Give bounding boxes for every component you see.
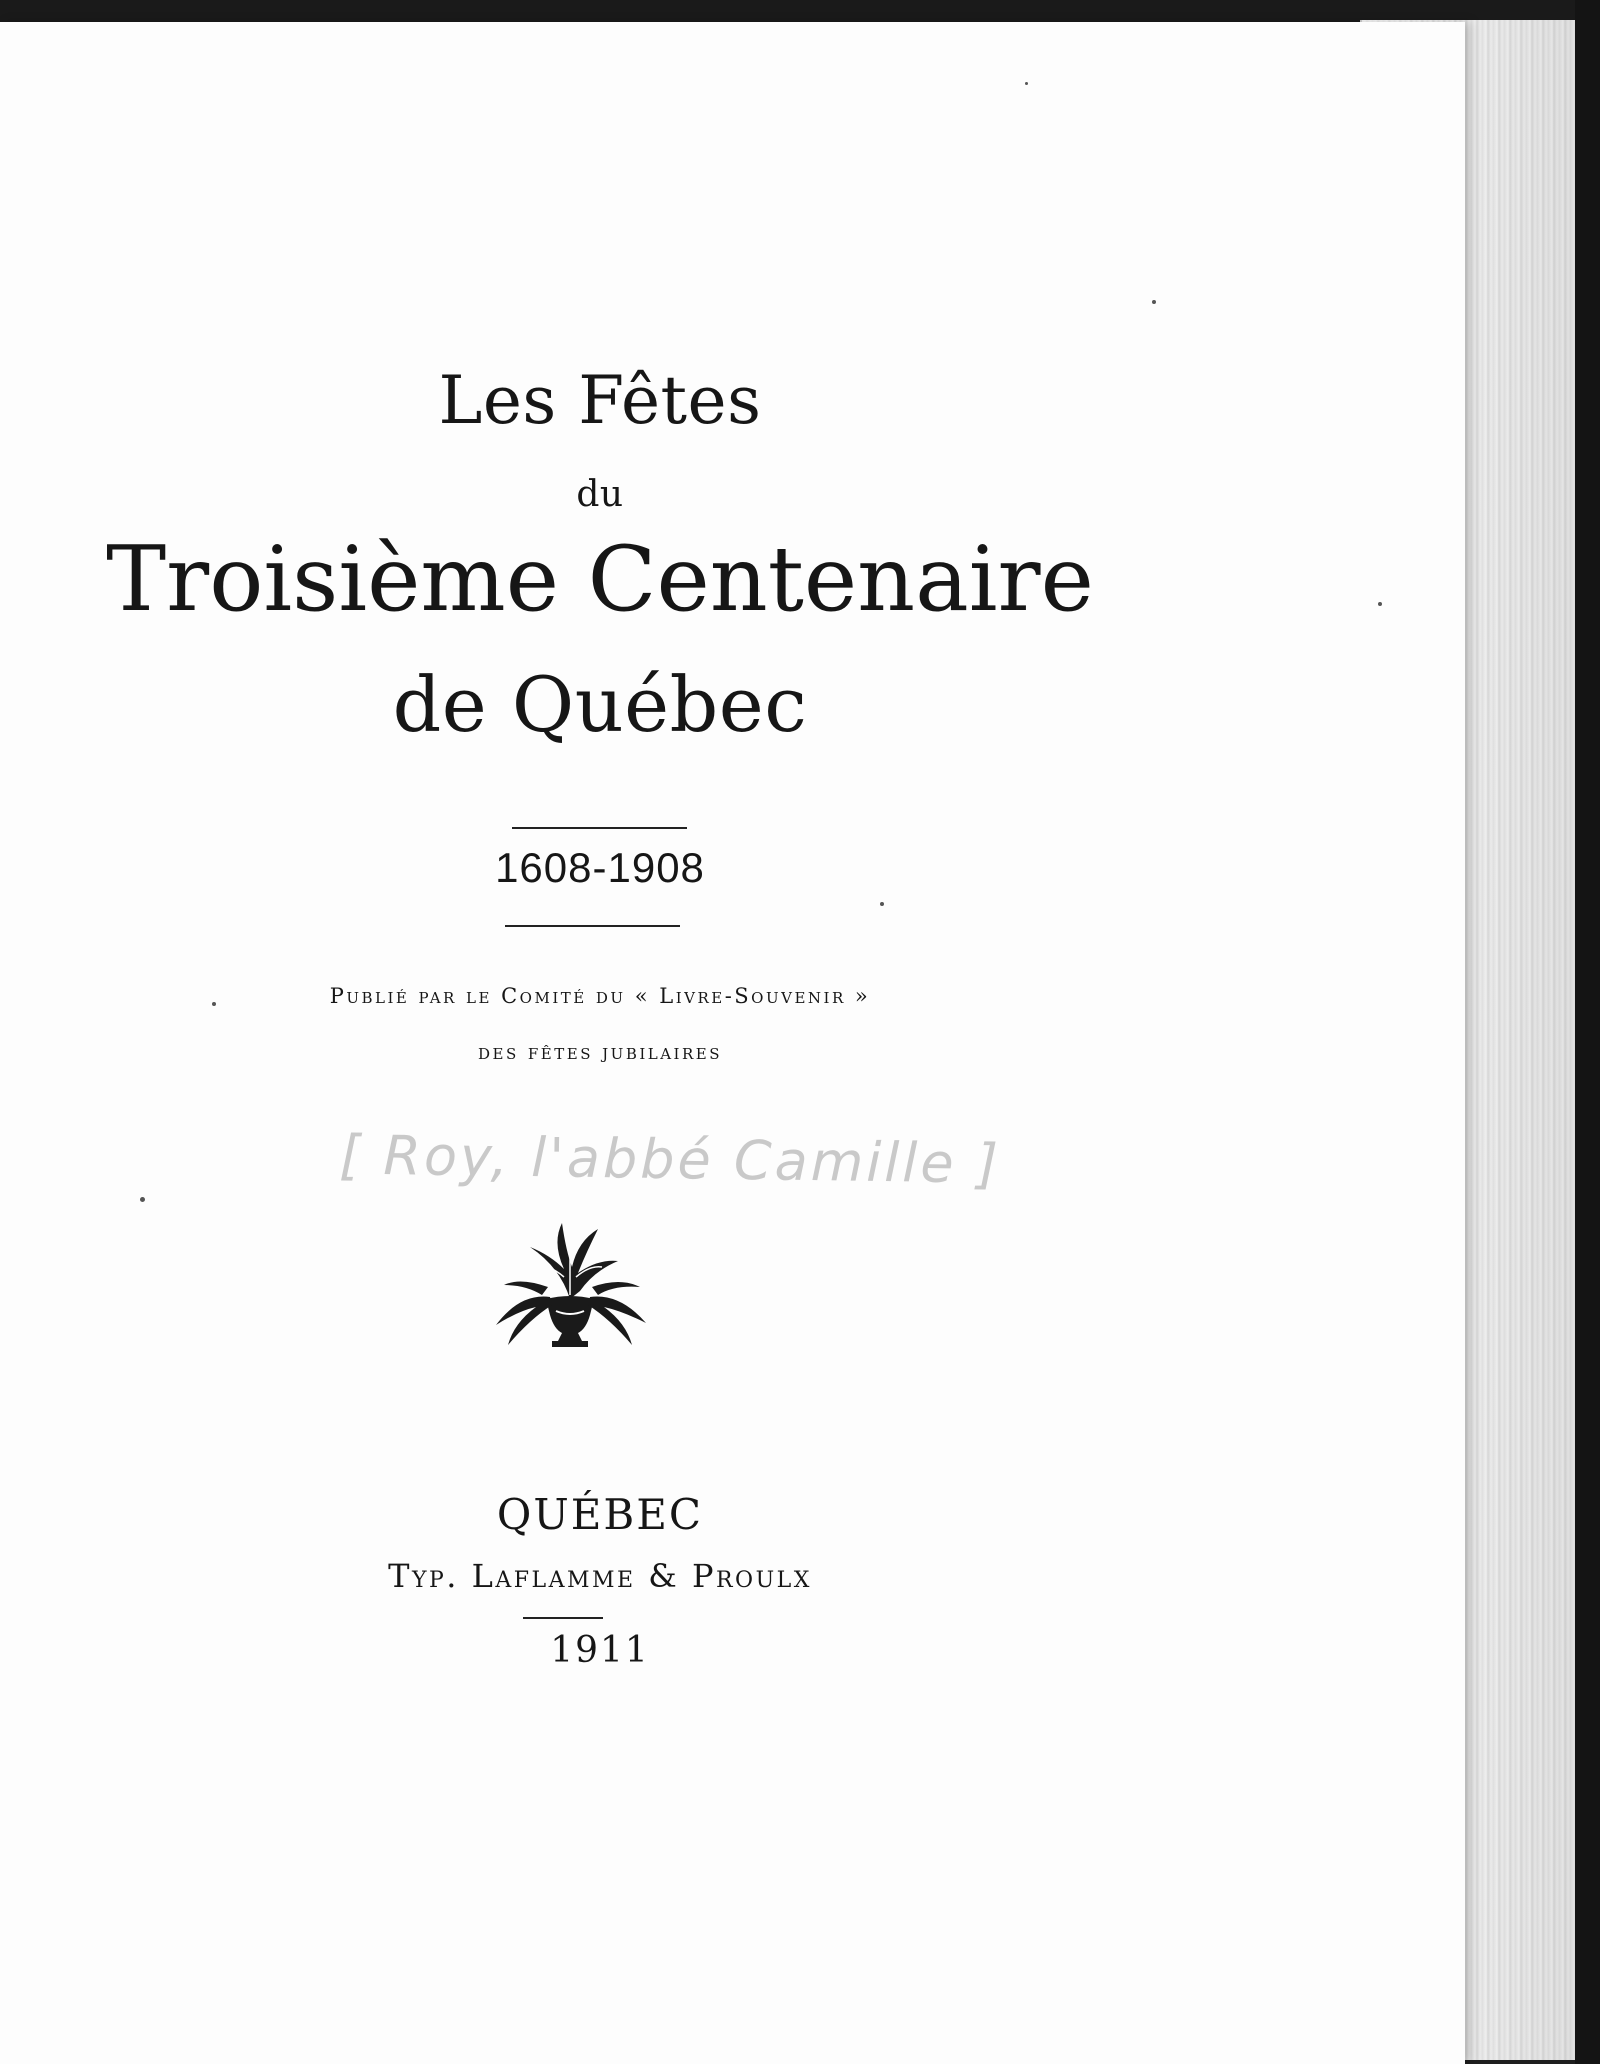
imprint-year: 1911 bbox=[550, 1630, 650, 1671]
imprint-divider-rule bbox=[523, 1617, 603, 1619]
imprint-city: QUÉBEC bbox=[496, 1490, 704, 1539]
title-line-4: de Québec bbox=[392, 660, 808, 749]
title-line-2: du bbox=[576, 474, 624, 515]
paper-speck bbox=[140, 1197, 145, 1202]
paper-speck bbox=[212, 1002, 216, 1006]
title-page bbox=[0, 22, 1465, 2064]
title-page-content bbox=[0, 22, 1200, 2064]
paper-speck bbox=[1152, 300, 1156, 304]
publisher-line-1: Publié par le Comité du « Livre-Souvenir » bbox=[329, 984, 871, 1008]
publisher-line-2: des fêtes jubilaires bbox=[477, 1040, 723, 1064]
title-line-3: Troisième Centenaire bbox=[106, 527, 1094, 632]
potted-plant-vignette-icon bbox=[490, 1207, 650, 1357]
handwritten-attribution: [ Roy, l'abbé Camille ] bbox=[338, 1123, 1002, 1196]
paper-speck bbox=[1025, 82, 1028, 85]
book-cover-right-edge bbox=[1575, 0, 1600, 2064]
divider-rule-bottom bbox=[505, 925, 680, 927]
divider-rule-top bbox=[512, 827, 687, 829]
imprint-printer: Typ. Laflamme & Proulx bbox=[388, 1557, 812, 1595]
book-cover-top-edge bbox=[0, 0, 1600, 22]
paper-speck bbox=[880, 902, 884, 906]
paper-speck bbox=[1378, 602, 1382, 606]
title-line-1: Les Fêtes bbox=[438, 362, 762, 439]
commemoration-dates: 1608-1908 bbox=[495, 844, 705, 891]
